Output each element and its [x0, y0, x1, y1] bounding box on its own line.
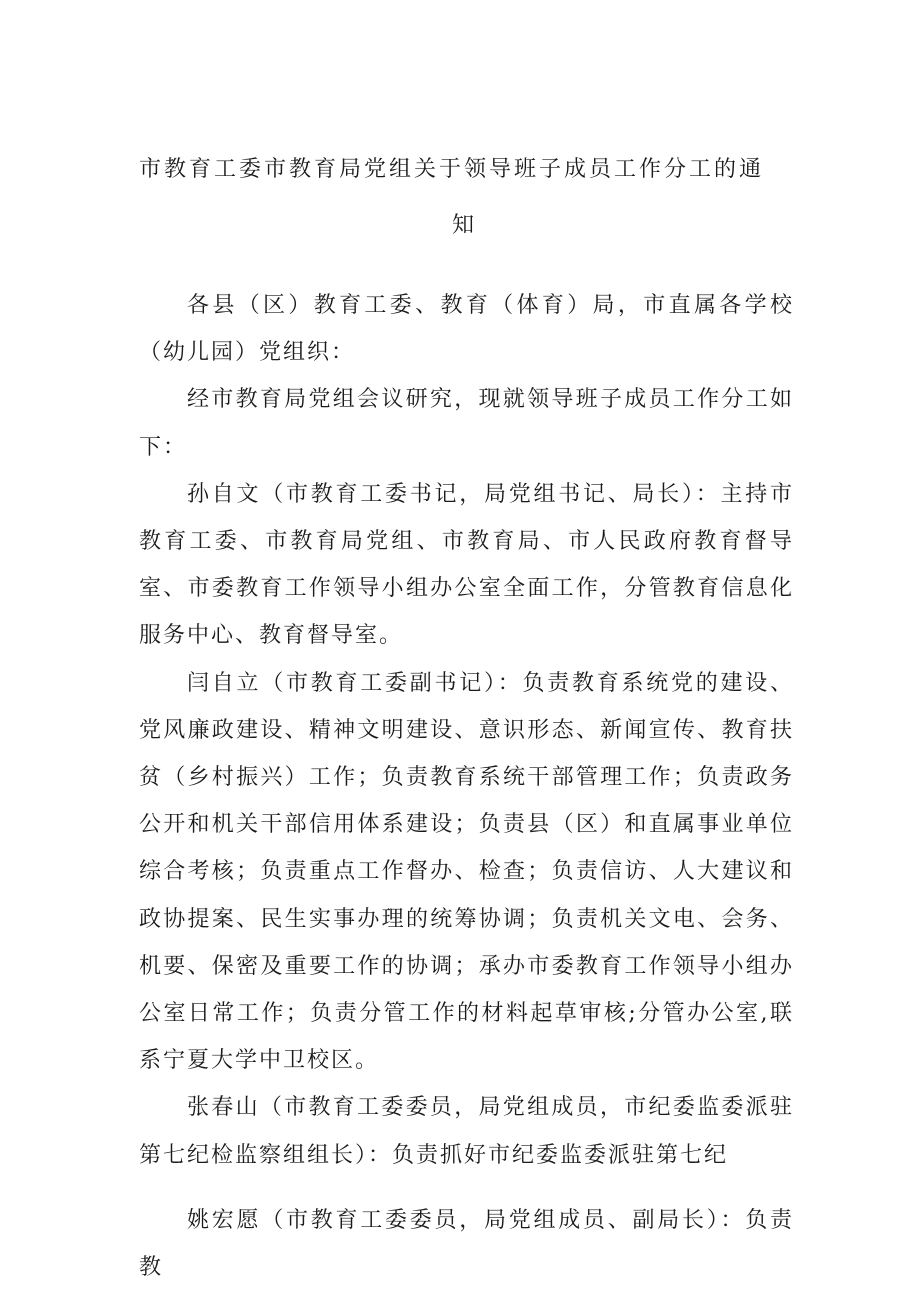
document-body: [139, 282, 794, 1291]
salutation: 各县（区）教育工委、教育（体育）局，市直属各学校（幼儿园）党组织：: [139, 293, 794, 366]
paragraph-sun-ziwen: 孙自文（市教育工委书记，局党组书记、局长）：主持市教育工委、市教育局党组、市教育局、市人民政府教育督导室、市委教育工作领导小组办公室全面工作，分管教育信息化服务中心、教育督导室。: [139, 481, 794, 649]
paragraph-yan-zili: 闫自立（市教育工委副书记）：负责教育系统党的建设、党风廉政建设、精神文明建设、意识形态、新闻宣传、教育扶贫（乡村振兴）工作；负责教育系统干部管理工作；负责政务公开和机关干部信用体系建设；负责县（区）和直属事业单位综合考核；负责重点工作督办、检查；负责信访、人大建议和政协提案、民生实事办理的统筹协调；负责机关文电、会务、机要、保密及重要工作的协调；承办市委教育工作领导小组办公室日常工作；负责分管工作的材料起草审核;分管办公室,联系宁夏大学中卫校区。: [139, 670, 794, 1074]
paragraph-zhang-chunshan: 张春山（市教育工委委员，局党组成员，市纪委监委派驻第七纪检监察组组长）：负责抓好市纪委监委派驻第七纪: [139, 1095, 794, 1168]
document-title-continuation: 知: [452, 213, 475, 238]
document-title: 市教育工委市教育局党组关于领导班子成员工作分工的通: [139, 157, 765, 182]
paragraph-yao-hongyuan: 姚宏愿（市教育工委委员，局党组成员、副局长）：负责教: [139, 1207, 794, 1281]
intro-paragraph: 经市教育局党组会议研究，现就领导班子成员工作分工如下：: [139, 387, 794, 460]
